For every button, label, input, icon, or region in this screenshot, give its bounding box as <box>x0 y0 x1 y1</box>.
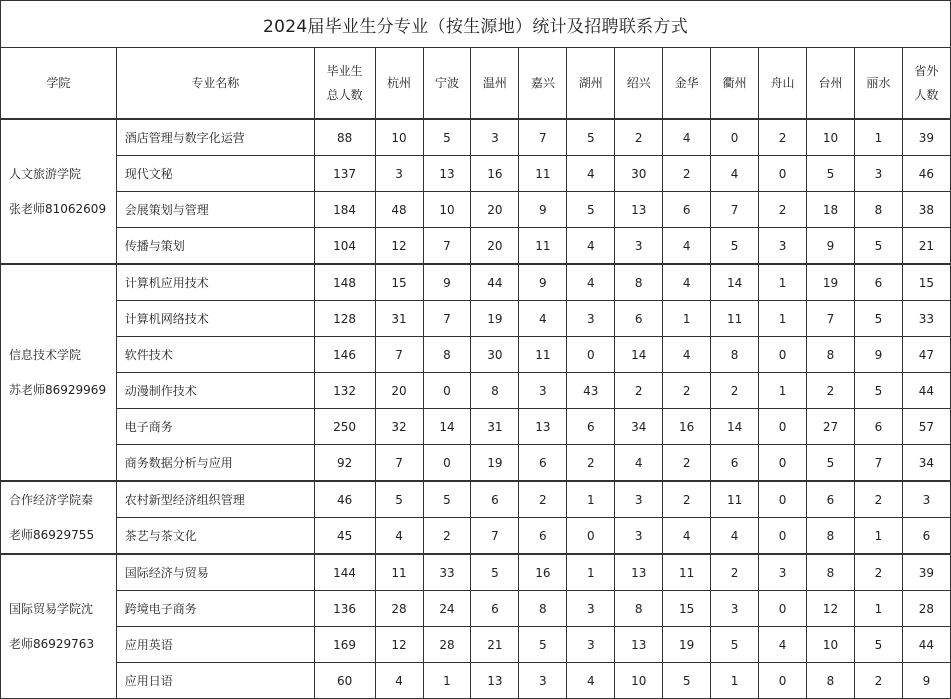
college-cell <box>1 264 117 481</box>
outside-count-cell: 15 <box>902 264 950 301</box>
city-count-cell: 10 <box>807 627 855 663</box>
city-count-cell: 6 <box>471 481 519 518</box>
city-count-cell: 18 <box>807 192 855 228</box>
city-count-cell: 19 <box>663 627 711 663</box>
city-count-cell: 10 <box>375 119 423 156</box>
city-count-cell: 7 <box>375 445 423 482</box>
total-count-cell: 60 <box>314 663 375 699</box>
city-count-cell: 3 <box>711 591 759 627</box>
city-count-cell: 0 <box>759 591 807 627</box>
major-name-cell: 动漫制作技术 <box>116 373 314 409</box>
table-row <box>1 445 951 482</box>
city-count-cell: 30 <box>615 156 663 192</box>
city-count-cell: 10 <box>423 192 471 228</box>
city-count-cell: 2 <box>759 192 807 228</box>
city-count-cell: 0 <box>759 481 807 518</box>
table-row <box>1 337 951 373</box>
city-count-cell: 20 <box>375 373 423 409</box>
city-count-cell: 48 <box>375 192 423 228</box>
city-count-cell: 2 <box>711 554 759 591</box>
city-count-cell: 9 <box>423 264 471 301</box>
city-count-cell: 9 <box>519 264 567 301</box>
total-count-cell: 92 <box>314 445 375 482</box>
outside-count-cell: 47 <box>902 337 950 373</box>
city-count-cell: 13 <box>519 409 567 445</box>
major-name-cell: 现代文秘 <box>116 156 314 192</box>
city-count-cell: 2 <box>663 481 711 518</box>
city-count-cell: 2 <box>759 119 807 156</box>
city-count-cell: 8 <box>615 264 663 301</box>
city-count-cell: 30 <box>471 337 519 373</box>
city-count-cell: 6 <box>519 518 567 555</box>
table-row <box>1 518 951 555</box>
total-count-cell: 169 <box>314 627 375 663</box>
header-city: 舟山 <box>759 48 807 120</box>
outside-count-cell: 21 <box>902 228 950 265</box>
header-total-line1: 毕业生 <box>326 64 363 78</box>
city-count-cell: 5 <box>423 481 471 518</box>
header-city: 温州 <box>471 48 519 120</box>
city-count-cell: 9 <box>519 192 567 228</box>
city-count-cell: 8 <box>615 591 663 627</box>
college-contact: 老师86929755 <box>9 527 95 542</box>
table-row <box>1 119 951 156</box>
total-count-cell: 136 <box>314 591 375 627</box>
city-count-cell: 2 <box>615 373 663 409</box>
city-count-cell: 3 <box>615 228 663 265</box>
city-count-cell: 13 <box>615 192 663 228</box>
college-cell <box>1 119 117 264</box>
city-count-cell: 1 <box>759 301 807 337</box>
outside-count-cell: 46 <box>902 156 950 192</box>
table-row <box>1 156 951 192</box>
header-city: 台州 <box>807 48 855 120</box>
college-name: 合作经济学院秦 <box>9 492 94 507</box>
city-count-cell: 0 <box>759 409 807 445</box>
city-count-cell: 5 <box>375 481 423 518</box>
city-count-cell: 6 <box>471 591 519 627</box>
city-count-cell: 1 <box>759 264 807 301</box>
city-count-cell: 2 <box>567 445 615 482</box>
college-cell <box>1 554 117 699</box>
city-count-cell: 14 <box>423 409 471 445</box>
city-count-cell: 31 <box>375 301 423 337</box>
city-count-cell: 11 <box>519 156 567 192</box>
city-count-cell: 5 <box>711 228 759 265</box>
city-count-cell: 2 <box>854 663 902 699</box>
table-row <box>1 301 951 337</box>
city-count-cell: 11 <box>375 554 423 591</box>
city-count-cell: 28 <box>375 591 423 627</box>
city-count-cell: 7 <box>711 192 759 228</box>
city-count-cell: 44 <box>471 264 519 301</box>
city-count-cell: 0 <box>759 663 807 699</box>
city-count-cell: 5 <box>663 663 711 699</box>
city-count-cell: 2 <box>807 373 855 409</box>
outside-count-cell: 39 <box>902 119 950 156</box>
city-count-cell: 4 <box>759 627 807 663</box>
city-count-cell: 2 <box>711 373 759 409</box>
header-total-line2: 总人数 <box>326 88 363 102</box>
table-row <box>1 663 951 699</box>
total-count-cell: 104 <box>314 228 375 265</box>
city-count-cell: 0 <box>759 156 807 192</box>
city-count-cell: 3 <box>854 156 902 192</box>
header-city: 宁波 <box>423 48 471 120</box>
header-college: 学院 <box>1 48 117 120</box>
city-count-cell: 3 <box>759 228 807 265</box>
college-cell <box>1 481 117 554</box>
city-count-cell: 5 <box>567 192 615 228</box>
city-count-cell: 8 <box>807 337 855 373</box>
city-count-cell: 6 <box>807 481 855 518</box>
city-count-cell: 24 <box>423 591 471 627</box>
city-count-cell: 2 <box>519 481 567 518</box>
city-count-cell: 5 <box>807 156 855 192</box>
city-count-cell: 3 <box>375 156 423 192</box>
table-row <box>1 192 951 228</box>
city-count-cell: 8 <box>423 337 471 373</box>
major-name-cell: 计算机网络技术 <box>116 301 314 337</box>
city-count-cell: 15 <box>663 591 711 627</box>
city-count-cell: 0 <box>567 518 615 555</box>
table-title: 2024届毕业生分专业（按生源地）统计及招聘联系方式 <box>1 1 951 48</box>
city-count-cell: 1 <box>711 663 759 699</box>
outside-count-cell: 9 <box>902 663 950 699</box>
city-count-cell: 12 <box>375 627 423 663</box>
city-count-cell: 6 <box>854 264 902 301</box>
major-name-cell: 跨境电子商务 <box>116 591 314 627</box>
table-row <box>1 481 951 518</box>
major-name-cell: 茶艺与茶文化 <box>116 518 314 555</box>
header-outside-line2: 人数 <box>914 88 939 102</box>
city-count-cell: 10 <box>615 663 663 699</box>
city-count-cell: 6 <box>663 192 711 228</box>
city-count-cell: 16 <box>471 156 519 192</box>
city-count-cell: 21 <box>471 627 519 663</box>
city-count-cell: 4 <box>663 228 711 265</box>
city-count-cell: 1 <box>854 518 902 555</box>
city-count-cell: 4 <box>567 228 615 265</box>
header-city: 绍兴 <box>615 48 663 120</box>
header-city: 衢州 <box>711 48 759 120</box>
city-count-cell: 3 <box>567 627 615 663</box>
city-count-cell: 2 <box>854 554 902 591</box>
city-count-cell: 1 <box>759 373 807 409</box>
city-count-cell: 6 <box>615 301 663 337</box>
city-count-cell: 15 <box>375 264 423 301</box>
city-count-cell: 20 <box>471 192 519 228</box>
city-count-cell: 6 <box>854 409 902 445</box>
city-count-cell: 13 <box>615 627 663 663</box>
college-contact: 张老师81062609 <box>9 201 107 216</box>
city-count-cell: 2 <box>423 518 471 555</box>
city-count-cell: 3 <box>567 591 615 627</box>
college-contact: 老师86929763 <box>9 636 95 651</box>
city-count-cell: 6 <box>711 445 759 482</box>
city-count-cell: 5 <box>711 627 759 663</box>
city-count-cell: 14 <box>615 337 663 373</box>
total-count-cell: 128 <box>314 301 375 337</box>
city-count-cell: 0 <box>567 337 615 373</box>
total-count-cell: 46 <box>314 481 375 518</box>
major-name-cell: 计算机应用技术 <box>116 264 314 301</box>
city-count-cell: 7 <box>471 518 519 555</box>
table-body <box>1 119 951 699</box>
city-count-cell: 4 <box>711 156 759 192</box>
city-count-cell: 0 <box>759 518 807 555</box>
city-count-cell: 5 <box>807 445 855 482</box>
city-count-cell: 5 <box>854 627 902 663</box>
total-count-cell: 148 <box>314 264 375 301</box>
header-major: 专业名称 <box>116 48 314 120</box>
header-city: 金华 <box>663 48 711 120</box>
header-outside-line1: 省外 <box>914 64 939 78</box>
city-count-cell: 9 <box>807 228 855 265</box>
city-count-cell: 5 <box>471 554 519 591</box>
city-count-cell: 0 <box>759 445 807 482</box>
table-row <box>1 591 951 627</box>
table-row <box>1 373 951 409</box>
city-count-cell: 2 <box>615 119 663 156</box>
city-count-cell: 2 <box>663 373 711 409</box>
city-count-cell: 43 <box>567 373 615 409</box>
major-name-cell: 会展策划与管理 <box>116 192 314 228</box>
city-count-cell: 7 <box>807 301 855 337</box>
city-count-cell: 0 <box>759 337 807 373</box>
table-row <box>1 554 951 591</box>
city-count-cell: 8 <box>807 518 855 555</box>
city-count-cell: 7 <box>375 337 423 373</box>
total-count-cell: 132 <box>314 373 375 409</box>
city-count-cell: 11 <box>519 228 567 265</box>
major-name-cell: 传播与策划 <box>116 228 314 265</box>
city-count-cell: 3 <box>567 301 615 337</box>
outside-count-cell: 6 <box>902 518 950 555</box>
city-count-cell: 4 <box>663 518 711 555</box>
city-count-cell: 3 <box>759 554 807 591</box>
total-count-cell: 88 <box>314 119 375 156</box>
total-count-cell: 146 <box>314 337 375 373</box>
city-count-cell: 13 <box>615 554 663 591</box>
major-name-cell: 国际经济与贸易 <box>116 554 314 591</box>
major-name-cell: 农村新型经济组织管理 <box>116 481 314 518</box>
city-count-cell: 4 <box>711 518 759 555</box>
city-count-cell: 27 <box>807 409 855 445</box>
city-count-cell: 3 <box>615 518 663 555</box>
total-count-cell: 144 <box>314 554 375 591</box>
city-count-cell: 14 <box>711 409 759 445</box>
city-count-cell: 8 <box>807 554 855 591</box>
city-count-cell: 3 <box>471 119 519 156</box>
city-count-cell: 0 <box>423 445 471 482</box>
city-count-cell: 2 <box>663 445 711 482</box>
city-count-cell: 19 <box>807 264 855 301</box>
city-count-cell: 19 <box>471 445 519 482</box>
city-count-cell: 13 <box>423 156 471 192</box>
major-name-cell: 软件技术 <box>116 337 314 373</box>
city-count-cell: 0 <box>423 373 471 409</box>
city-count-cell: 4 <box>375 518 423 555</box>
city-count-cell: 32 <box>375 409 423 445</box>
city-count-cell: 4 <box>663 119 711 156</box>
city-count-cell: 4 <box>567 264 615 301</box>
city-count-cell: 28 <box>423 627 471 663</box>
outside-count-cell: 44 <box>902 627 950 663</box>
city-count-cell: 12 <box>375 228 423 265</box>
city-count-cell: 8 <box>519 591 567 627</box>
outside-count-cell: 44 <box>902 373 950 409</box>
city-count-cell: 16 <box>519 554 567 591</box>
city-count-cell: 4 <box>567 156 615 192</box>
city-count-cell: 1 <box>567 554 615 591</box>
city-count-cell: 7 <box>423 228 471 265</box>
city-count-cell: 1 <box>423 663 471 699</box>
city-count-cell: 2 <box>854 481 902 518</box>
city-count-cell: 13 <box>471 663 519 699</box>
header-city: 丽水 <box>854 48 902 120</box>
city-count-cell: 16 <box>663 409 711 445</box>
city-count-cell: 1 <box>567 481 615 518</box>
city-count-cell: 8 <box>854 192 902 228</box>
college-contact: 苏老师86929969 <box>9 382 107 397</box>
city-count-cell: 7 <box>854 445 902 482</box>
city-count-cell: 7 <box>423 301 471 337</box>
city-count-cell: 4 <box>567 663 615 699</box>
header-city: 湖州 <box>567 48 615 120</box>
city-count-cell: 3 <box>519 663 567 699</box>
city-count-cell: 5 <box>423 119 471 156</box>
city-count-cell: 4 <box>663 337 711 373</box>
city-count-cell: 3 <box>615 481 663 518</box>
table-row <box>1 627 951 663</box>
city-count-cell: 14 <box>711 264 759 301</box>
city-count-cell: 3 <box>519 373 567 409</box>
city-count-cell: 6 <box>567 409 615 445</box>
total-count-cell: 45 <box>314 518 375 555</box>
outside-count-cell: 33 <box>902 301 950 337</box>
outside-count-cell: 28 <box>902 591 950 627</box>
header-city: 嘉兴 <box>519 48 567 120</box>
city-count-cell: 11 <box>711 301 759 337</box>
major-name-cell: 应用英语 <box>116 627 314 663</box>
major-name-cell: 电子商务 <box>116 409 314 445</box>
city-count-cell: 4 <box>375 663 423 699</box>
city-count-cell: 5 <box>567 119 615 156</box>
total-count-cell: 250 <box>314 409 375 445</box>
city-count-cell: 20 <box>471 228 519 265</box>
outside-count-cell: 38 <box>902 192 950 228</box>
major-name-cell: 应用日语 <box>116 663 314 699</box>
city-count-cell: 11 <box>663 554 711 591</box>
college-name: 国际贸易学院沈 <box>9 601 94 616</box>
city-count-cell: 5 <box>854 228 902 265</box>
header-row <box>1 48 951 120</box>
table-row <box>1 264 951 301</box>
city-count-cell: 11 <box>711 481 759 518</box>
header-total <box>314 48 375 120</box>
total-count-cell: 137 <box>314 156 375 192</box>
city-count-cell: 34 <box>615 409 663 445</box>
outside-count-cell: 39 <box>902 554 950 591</box>
city-count-cell: 33 <box>423 554 471 591</box>
table-row <box>1 409 951 445</box>
header-city: 杭州 <box>375 48 423 120</box>
city-count-cell: 9 <box>854 337 902 373</box>
city-count-cell: 0 <box>711 119 759 156</box>
city-count-cell: 8 <box>711 337 759 373</box>
city-count-cell: 8 <box>471 373 519 409</box>
city-count-cell: 1 <box>854 119 902 156</box>
city-count-cell: 5 <box>854 301 902 337</box>
city-count-cell: 7 <box>519 119 567 156</box>
table-row <box>1 228 951 265</box>
city-count-cell: 1 <box>854 591 902 627</box>
city-count-cell: 4 <box>519 301 567 337</box>
college-name: 人文旅游学院 <box>9 166 82 181</box>
city-count-cell: 11 <box>519 337 567 373</box>
city-count-cell: 6 <box>519 445 567 482</box>
total-count-cell: 184 <box>314 192 375 228</box>
outside-count-cell: 34 <box>902 445 950 482</box>
city-count-cell: 10 <box>807 119 855 156</box>
outside-count-cell: 3 <box>902 481 950 518</box>
city-count-cell: 12 <box>807 591 855 627</box>
header-outside <box>902 48 950 120</box>
city-count-cell: 5 <box>519 627 567 663</box>
city-count-cell: 4 <box>615 445 663 482</box>
city-count-cell: 1 <box>663 301 711 337</box>
city-count-cell: 31 <box>471 409 519 445</box>
city-count-cell: 2 <box>663 156 711 192</box>
city-count-cell: 4 <box>663 264 711 301</box>
major-name-cell: 商务数据分析与应用 <box>116 445 314 482</box>
city-count-cell: 5 <box>854 373 902 409</box>
college-name: 信息技术学院 <box>9 347 82 362</box>
outside-count-cell: 57 <box>902 409 950 445</box>
city-count-cell: 19 <box>471 301 519 337</box>
major-name-cell: 酒店管理与数字化运营 <box>116 119 314 156</box>
city-count-cell: 8 <box>807 663 855 699</box>
